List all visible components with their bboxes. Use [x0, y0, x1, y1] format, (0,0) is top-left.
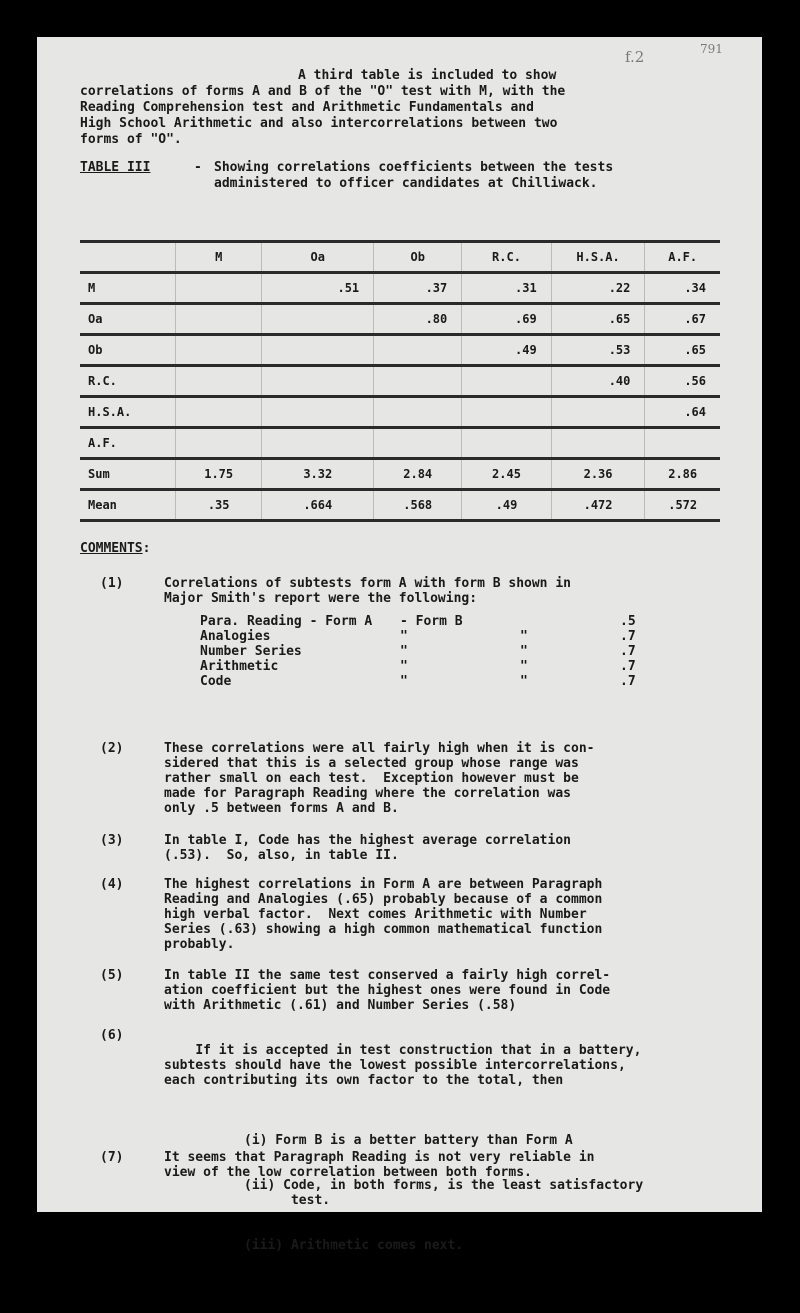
table-cell: .572 [645, 490, 720, 521]
comment-number: (1) [100, 576, 124, 591]
comment-number: (2) [100, 741, 124, 756]
comment-item [100, 877, 710, 952]
row-label-cell: R.C. [80, 366, 175, 397]
table-cell [175, 366, 261, 397]
intro-line: correlations of forms A and B of the "O" test with M, with the [80, 84, 566, 99]
subtest-cell: Code [200, 674, 232, 689]
item6-sub-iii: (iii) Arithmetic comes next. [244, 1238, 464, 1253]
row-label-cell: Sum [80, 459, 175, 490]
subtest-cell: Arithmetic [200, 659, 279, 674]
table-caption [80, 160, 680, 192]
table-row [80, 304, 720, 335]
table-header-cell: A.F. [645, 242, 720, 273]
table-header-cell: Oa [262, 242, 374, 273]
table-cell: .37 [374, 273, 462, 304]
comments-header [80, 541, 150, 556]
table-cell: .80 [374, 304, 462, 335]
comment-text: In table I, Code has the highest average correlation (.53). So, also, in table II. [164, 833, 571, 863]
subtest-row [200, 629, 650, 644]
intro-line: A third table is included to show [298, 68, 557, 83]
comments-colon: : [142, 541, 151, 556]
subtest-cell: .7 [620, 659, 636, 674]
table-row [80, 273, 720, 304]
table-caption-text: Showing correlations coefficients between the tests administered to officer candidates at Chilliwack. [214, 160, 614, 191]
table-cell: .472 [551, 490, 645, 521]
comment-item [100, 833, 710, 863]
table-cell: 2.36 [551, 459, 645, 490]
subtest-row [200, 659, 650, 674]
table-cell: .67 [645, 304, 720, 335]
table-cell: .69 [462, 304, 551, 335]
subtest-cell: Number Series [200, 644, 302, 659]
table-header-row [80, 242, 720, 273]
subtest-row [200, 644, 650, 659]
table-cell: .56 [645, 366, 720, 397]
subtest-cell: " [400, 674, 408, 689]
table-cell [262, 397, 374, 428]
comment-item [100, 741, 710, 816]
item6-sublist [164, 1103, 643, 1283]
comment-item [100, 576, 710, 606]
intro-line: Reading Comprehension test and Arithmetic Fundamentals and [80, 100, 534, 115]
comment-text-main: If it is accepted in test construction that in a battery, subtests should have the lowest possible intercorrelations, each contributing its own factor to the total, then [164, 1043, 642, 1088]
table-cell: .664 [262, 490, 374, 521]
table-cell [262, 304, 374, 335]
table-header-cell: Ob [374, 242, 462, 273]
table-cell: .568 [374, 490, 462, 521]
table-cell [551, 397, 645, 428]
intro-line: forms of "O". [80, 132, 182, 147]
table-cell [462, 366, 551, 397]
row-label-cell: M [80, 273, 175, 304]
comment-text: These correlations were all fairly high when it is con- sidered that this is a selected group whose range was rather small on each test. Exception however must be made for Paragraph Reading where the correlation was only .5 between forms A and B. [164, 741, 595, 816]
comment-number: (4) [100, 877, 124, 892]
table-row [80, 459, 720, 490]
table-cell [175, 428, 261, 459]
table-cell: .49 [462, 335, 551, 366]
intro-line: High School Arithmetic and also intercorrelations between two [80, 116, 558, 131]
row-label-cell: H.S.A. [80, 397, 175, 428]
table-cell: .40 [551, 366, 645, 397]
table-header-cell: M [175, 242, 261, 273]
subtest-cell: " [520, 659, 528, 674]
table-cell: 1.75 [175, 459, 261, 490]
row-label-cell: Oa [80, 304, 175, 335]
subtest-cell: .5 [620, 614, 636, 629]
table-cell [175, 304, 261, 335]
table-cell: 2.84 [374, 459, 462, 490]
subtest-row [200, 674, 650, 689]
row-label-cell: A.F. [80, 428, 175, 459]
subtest-cell: " [520, 629, 528, 644]
subtest-cell: .7 [620, 674, 636, 689]
table-cell: .31 [462, 273, 551, 304]
subtest-cell: .7 [620, 629, 636, 644]
table-caption-sep: - [194, 160, 202, 175]
table-cell [262, 335, 374, 366]
table-cell [175, 397, 261, 428]
table-cell: .35 [175, 490, 261, 521]
table-cell: .22 [551, 273, 645, 304]
comment-item [100, 1150, 710, 1180]
table-row [80, 335, 720, 366]
handwritten-number: 791 [700, 42, 723, 56]
subtest-row [200, 614, 650, 629]
table-cell: .65 [551, 304, 645, 335]
table-cell [262, 366, 374, 397]
table-header-cell [80, 242, 175, 273]
table-header-cell: R.C. [462, 242, 551, 273]
comment-number: (6) [100, 1028, 124, 1043]
table-cell [374, 335, 462, 366]
subtest-cell: " [400, 659, 408, 674]
table-cell: .49 [462, 490, 551, 521]
table-cell: 2.86 [645, 459, 720, 490]
subtest-list [200, 614, 650, 689]
intro-paragraph [80, 68, 680, 148]
table-cell [175, 335, 261, 366]
comment-text: The highest correlations in Form A are between Paragraph Reading and Analogies (.65) probably because of a common high verbal factor. Next comes Arithmetic with Number Series (.63) showing a high common mathematical function probably. [164, 877, 603, 952]
comment-number: (5) [100, 968, 124, 983]
table-cell [551, 428, 645, 459]
comments-label: COMMENTS [80, 541, 143, 556]
subtest-cell: - Form B [400, 614, 463, 629]
comment-text: Correlations of subtests form A with form B shown in Major Smith's report were the following: [164, 576, 571, 606]
subtest-cell: .7 [620, 644, 636, 659]
table-cell: 2.45 [462, 459, 551, 490]
row-label-cell: Mean [80, 490, 175, 521]
subtest-cell: Para. Reading - Form A [200, 614, 373, 629]
subtest-cell: " [400, 629, 408, 644]
table-cell [645, 428, 720, 459]
table-cell [374, 428, 462, 459]
table-cell [262, 428, 374, 459]
table-cell: .53 [551, 335, 645, 366]
subtest-cell: " [520, 644, 528, 659]
table-row [80, 490, 720, 521]
table-cell [175, 273, 261, 304]
table-row [80, 397, 720, 428]
comment-number: (3) [100, 833, 124, 848]
table-header-cell: H.S.A. [551, 242, 645, 273]
table-row [80, 428, 720, 459]
correlation-table [80, 240, 720, 522]
table-cell: .51 [262, 273, 374, 304]
comment-number: (7) [100, 1150, 124, 1165]
item6-sub-ii: (ii) Code, in both forms, is the least satisfactory test. [244, 1178, 644, 1208]
table-cell [462, 428, 551, 459]
row-label-cell: Ob [80, 335, 175, 366]
table-cell: .34 [645, 273, 720, 304]
table-cell: 3.32 [262, 459, 374, 490]
subtest-cell: " [520, 674, 528, 689]
table-cell [462, 397, 551, 428]
table-cell: .64 [645, 397, 720, 428]
item6-sub-i: (i) Form B is a better battery than Form A [244, 1133, 573, 1148]
table-row [80, 366, 720, 397]
comment-text: It seems that Paragraph Reading is not very reliable in view of the low correlation between both forms. [164, 1150, 595, 1180]
subtest-cell: " [400, 644, 408, 659]
subtest-cell: Analogies [200, 629, 271, 644]
comment-text: In table II the same test conserved a fairly high correl- ation coefficient but the highest ones were found in Code with Arithmetic (.61) and Number Series (.58) [164, 968, 611, 1013]
table-cell: .65 [645, 335, 720, 366]
table-cell [374, 366, 462, 397]
table-cell [374, 397, 462, 428]
comment-item [100, 968, 710, 1013]
handwritten-ref: f.2 [625, 48, 645, 66]
subtest-cell [520, 614, 620, 629]
table-label: TABLE III [80, 160, 151, 175]
